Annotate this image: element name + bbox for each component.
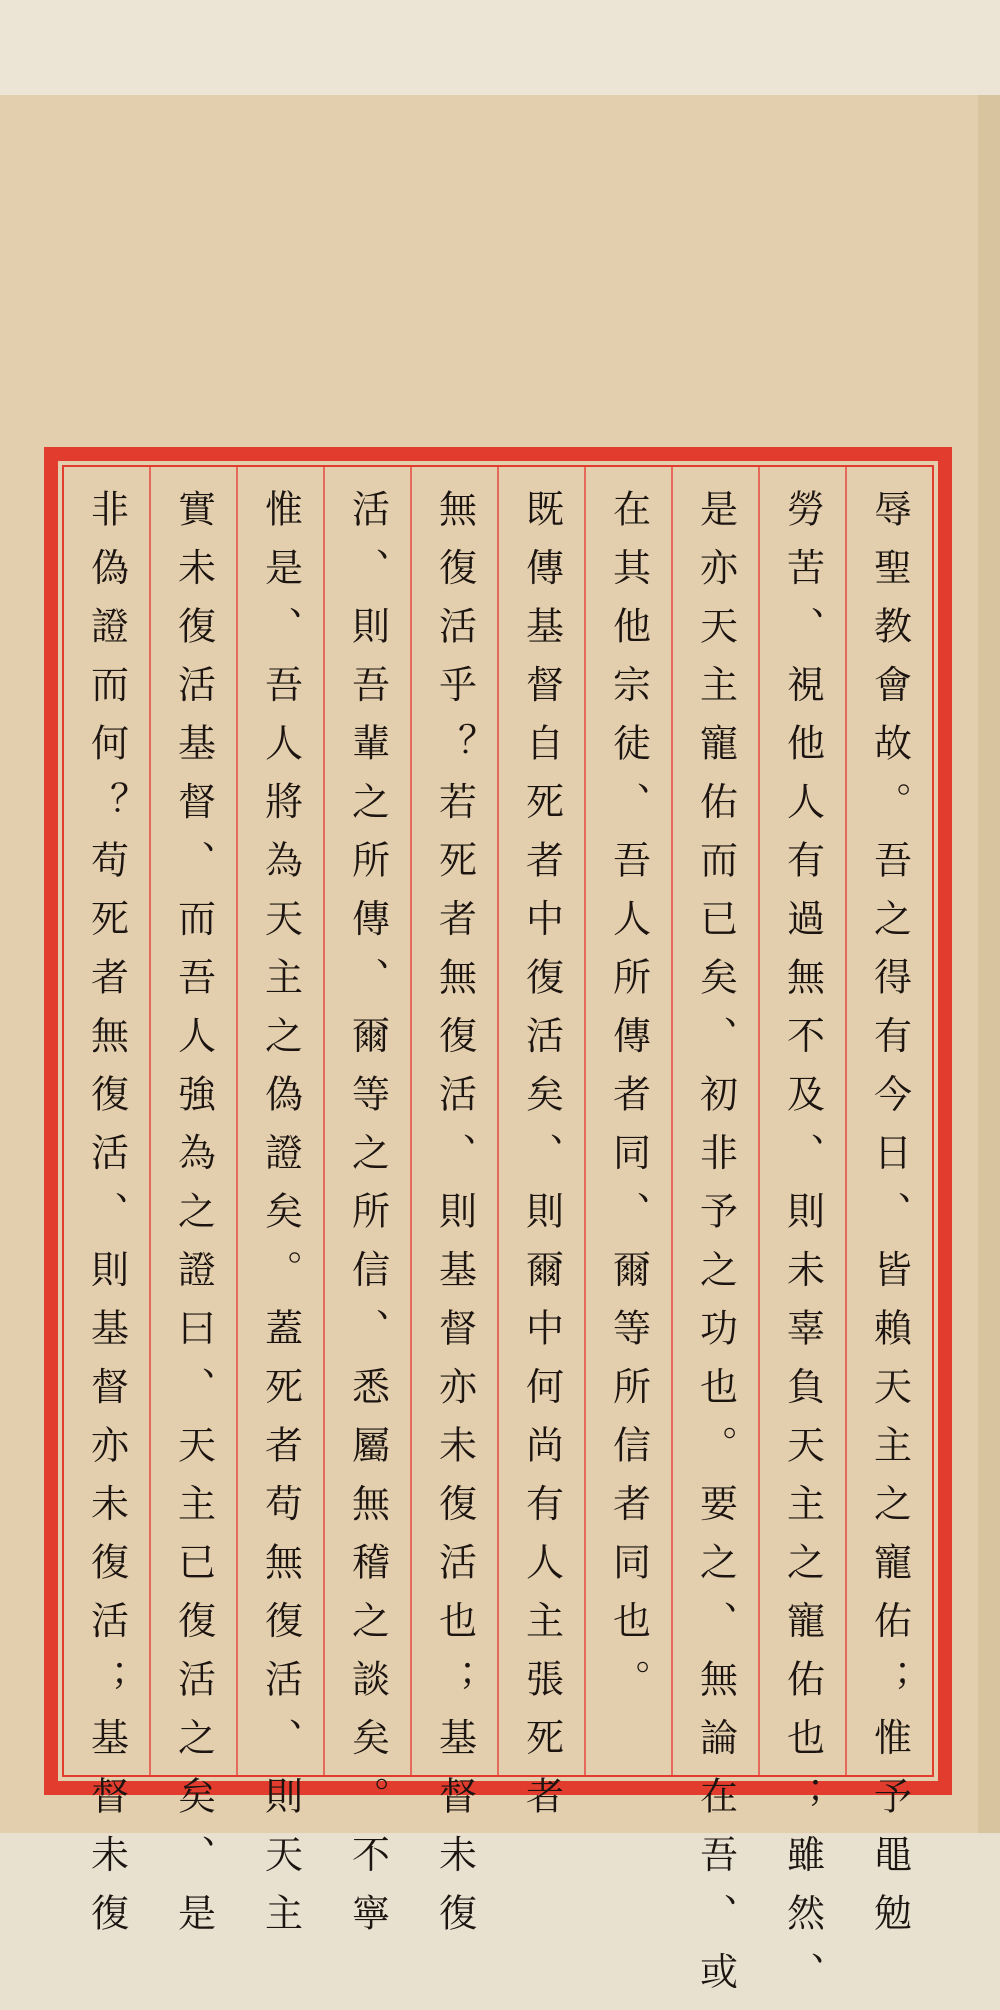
book-top-edge [0,0,1000,100]
text-column [149,467,236,1952]
text-column [758,467,845,2010]
column-text: 活、則吾輩之所傳、爾等之所信、悉屬無稽之談矣。不寧 [345,489,390,1952]
column-text: 實未復活基督、而吾人強為之證曰、天主已復活之矣、是 [171,489,216,1952]
column-text: 辱聖教會故。吾之得有今日、皆賴天主之寵佑；惟予黽勉 [867,489,912,1952]
column-text: 無復活乎？若死者無復活、則基督亦未復活也；基督未復 [432,489,477,1952]
text-column [845,467,932,1952]
text-column [64,467,149,1952]
column-text: 惟是、吾人將為天主之偽證矣。蓋死者苟無復活、則天主 [258,489,303,1952]
text-column [497,467,584,1835]
column-text: 是亦天主寵佑而已矣、初非予之功也。要之、無論在吾、或 [693,489,738,2010]
text-column [584,467,671,1775]
red-border-frame [44,447,952,2010]
column-text: 在其他宗徒、吾人所傳者同、爾等所信者同也。 [606,489,651,1718]
text-column [236,467,323,1952]
page-fore-edge [978,95,1000,1833]
text-column [323,467,410,1952]
text-column [671,467,758,2010]
column-text: 既傳基督自死者中復活矣、則爾中何尚有人主張死者 [519,489,564,1835]
text-column [410,467,497,1952]
column-text: 勞苦、視他人有過無不及、則未辜負天主之寵佑也；雖然、 [780,489,825,2010]
column-text: 非偽證而何？苟死者無復活、則基督亦未復活；基督未復 [84,489,129,1952]
column-grid [62,465,934,2010]
